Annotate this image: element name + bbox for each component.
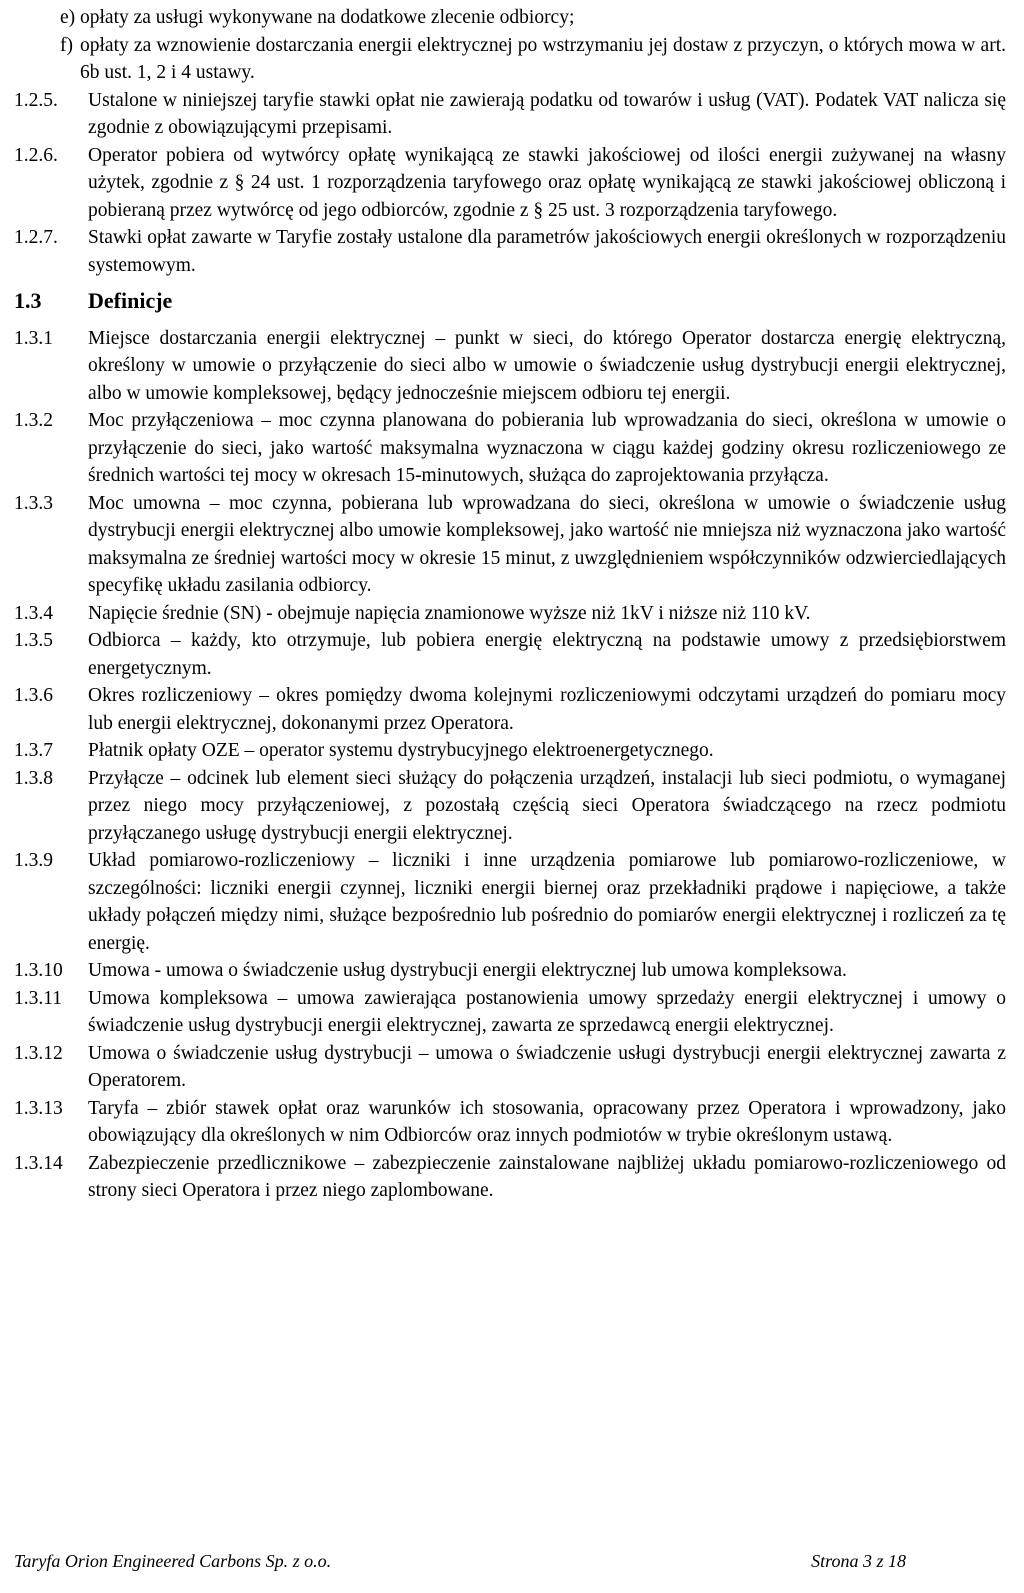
definition-text: Moc przyłączeniowa – moc czynna planowana do pobierania lub wprowadzania do sieci, określona w umowie o przyłączenie do sieci, jako wartość maksymalna wyznaczona w ciągu każdej godziny okresu rozliczeniowego ze średnich wartości tej mocy w okresach 15-minutowych, służąca do zaprojektowania przyłącza. [88,410,1006,486]
definition-text: Umowa kompleksowa – umowa zawierająca postanowienia umowy sprzedaży energii elektrycznej i umowy o świadczenie usług dystrybucji energii elektrycznej, zawarta ze sprzedawcą energii elektrycznej. [88,987,1006,1036]
definition-number: 1.3.13 [14,1097,63,1119]
paragraph-1-2-5 [14,87,1006,142]
definition-text: Odbiorca – każdy, kto otrzymuje, lub pobiera energię elektryczną na podstawie umowy z przedsiębiorstwem energetycznym. [88,630,1006,679]
section-title: Definicje [88,288,173,313]
definition-text: Moc umowna – moc czynna, pobierana lub wprowadzana do sieci, określona w umowie o świadczenie usług dystrybucji energii elektrycznej albo umowie kompleksowej, jako wartość nie mniejsza niż wyznaczona jako wartość maksymalna ze średniej wartości mocy w okresie 15 minut, z uwzględnieniem współczynników odzwierciedlających specyfikę układu zasilania odbiorcy. [88,492,1006,596]
definition-number: 1.3.9 [14,850,53,871]
paragraph-1-2-7 [14,224,1006,279]
definition-number: 1.3.6 [14,685,53,706]
definition-item [14,490,1006,600]
definition-item [14,600,1006,628]
definition-number: 1.3.11 [14,987,63,1009]
definition-text: Miejsce dostarczania energii elektrycznej – punkt w sieci, do którego Operator dostarcza energię elektryczną, określony w umowie o przyłączenie do sieci albo w umowie o świadczenie usług dystrybucji energii elektrycznej, albo w umowie kompleksowej, będący jednocześnie miejscem odbioru tej energii. [88,327,1006,404]
definition-number: 1.3.1 [14,327,53,349]
paragraph-text: Stawki opłat zawarte w Taryfie zostały ustalone dla parametrów jakościowych energii określonych w rozporządzeniu systemowym. [88,227,1006,276]
definition-text: Napięcie średnie (SN) - obejmuje napięcia znamionowe wyższe niż 1kV i niższe niż 110 kV. [88,602,811,624]
page-footer [14,1548,1006,1576]
definition-item [14,1040,1006,1095]
definition-number: 1.3.2 [14,410,53,431]
definition-number: 1.3.12 [14,1042,63,1064]
definition-item [14,765,1006,848]
list-item [14,32,1006,87]
definition-number: 1.3.10 [14,960,63,981]
list-item-text: opłaty za wznowienie dostarczania energii elektrycznej po wstrzymaniu jej dostaw z przyczyn, o których mowa w art. 6b ust. 1, 2 i 4 ustawy. [80,34,1006,83]
definition-item [14,325,1006,408]
definition-text: Przyłącze – odcinek lub element sieci służący do połączenia urządzeń, instalacji lub sieci podmiotu, o wymaganej przez niego mocy przyłączeniowej, z pozostałą częścią sieci Operatora świadczącego na rzecz podmiotu przyłączanego usługę dystrybucji energii elektrycznej. [88,767,1006,844]
definition-item [14,985,1006,1040]
definition-text: Płatnik opłaty OZE – operator systemu dystrybucyjnego elektroenergetycznego. [88,740,714,761]
definition-number: 1.3.7 [14,740,53,761]
paragraph-text: Operator pobiera od wytwórcy opłatę wynikającą ze stawki jakościowej od ilości energii zużywanej na własny użytek, zgodnie z § 24 ust. 1 rozporządzenia taryfowego oraz opłatę wynikającą ze stawki jakościowej obliczoną i pobieraną przez wytwórcę od jego odbiorców, zgodnie z § 25 ust. 3 rozporządzenia taryfowego. [88,144,1006,221]
paragraph-number: 1.2.7. [14,227,58,248]
footer-page-number: Strona 3 z 18 [811,1551,906,1571]
list-item [14,4,1006,32]
list-item-marker: f) [60,34,73,56]
paragraph-1-2-6 [14,142,1006,225]
list-item-marker: e) [60,7,76,28]
definition-text: Okres rozliczeniowy – okres pomiędzy dwoma kolejnymi rozliczeniowymi odczytami urządzeń do pomiaru mocy lub energii elektrycznej, dokonanymi przez Operatora. [88,685,1006,734]
document-body [14,4,1006,1205]
footer-document-title: Taryfa Orion Engineered Carbons Sp. z o.o. [14,1551,332,1571]
definition-item [14,407,1006,490]
definition-number: 1.3.8 [14,767,53,789]
definition-number: 1.3.3 [14,492,53,514]
definition-item [14,682,1006,737]
definition-item [14,1150,1006,1205]
definition-item [14,1095,1006,1150]
definition-number: 1.3.14 [14,1152,63,1174]
definition-number: 1.3.4 [14,602,53,624]
definition-text: Taryfa – zbiór stawek opłat oraz warunków ich stosowania, opracowany przez Operatora i wprowadzony, jako obowiązujący dla określonych w nim Odbiorców oraz innych podmiotów w trybie określonym ustawą. [88,1097,1006,1146]
definition-text: Układ pomiarowo-rozliczeniowy – liczniki i inne urządzenia pomiarowe lub pomiarowo-rozliczeniowe, w szczególności: liczniki energii czynnej, liczniki energii biernej oraz przekładniki prądowe i napięciowe, a także układy połączeń między nimi, służące bezpośrednio lub pośrednio do pomiarów energii elektrycznej i rozliczeń za tę energię. [88,850,1006,954]
definition-text: Umowa o świadczenie usług dystrybucji – umowa o świadczenie usługi dystrybucji energii elektrycznej zawarta z Operatorem. [88,1042,1006,1091]
paragraph-number: 1.2.5. [14,89,58,111]
list-item-text: opłaty za usługi wykonywane na dodatkowe zlecenie odbiorcy; [80,7,575,28]
definition-item [14,847,1006,957]
section-heading [14,287,1006,315]
definition-item [14,737,1006,765]
definition-item [14,957,1006,985]
definition-text: Zabezpieczenie przedlicznikowe – zabezpieczenie zainstalowane najbliżej układu pomiarowo-rozliczeniowego od strony sieci Operatora i przez niego zaplombowane. [88,1152,1006,1201]
definition-text: Umowa - umowa o świadczenie usług dystrybucji energii elektrycznej lub umowa kompleksowa. [88,960,847,981]
paragraph-number: 1.2.6. [14,144,58,166]
definition-item [14,627,1006,682]
section-number: 1.3 [14,288,42,313]
paragraph-text: Ustalone w niniejszej taryfie stawki opłat nie zawierają podatku od towarów i usług (VAT). Podatek VAT nalicza się zgodnie z obowiązującymi przepisami. [88,89,1006,138]
definition-number: 1.3.5 [14,630,53,651]
